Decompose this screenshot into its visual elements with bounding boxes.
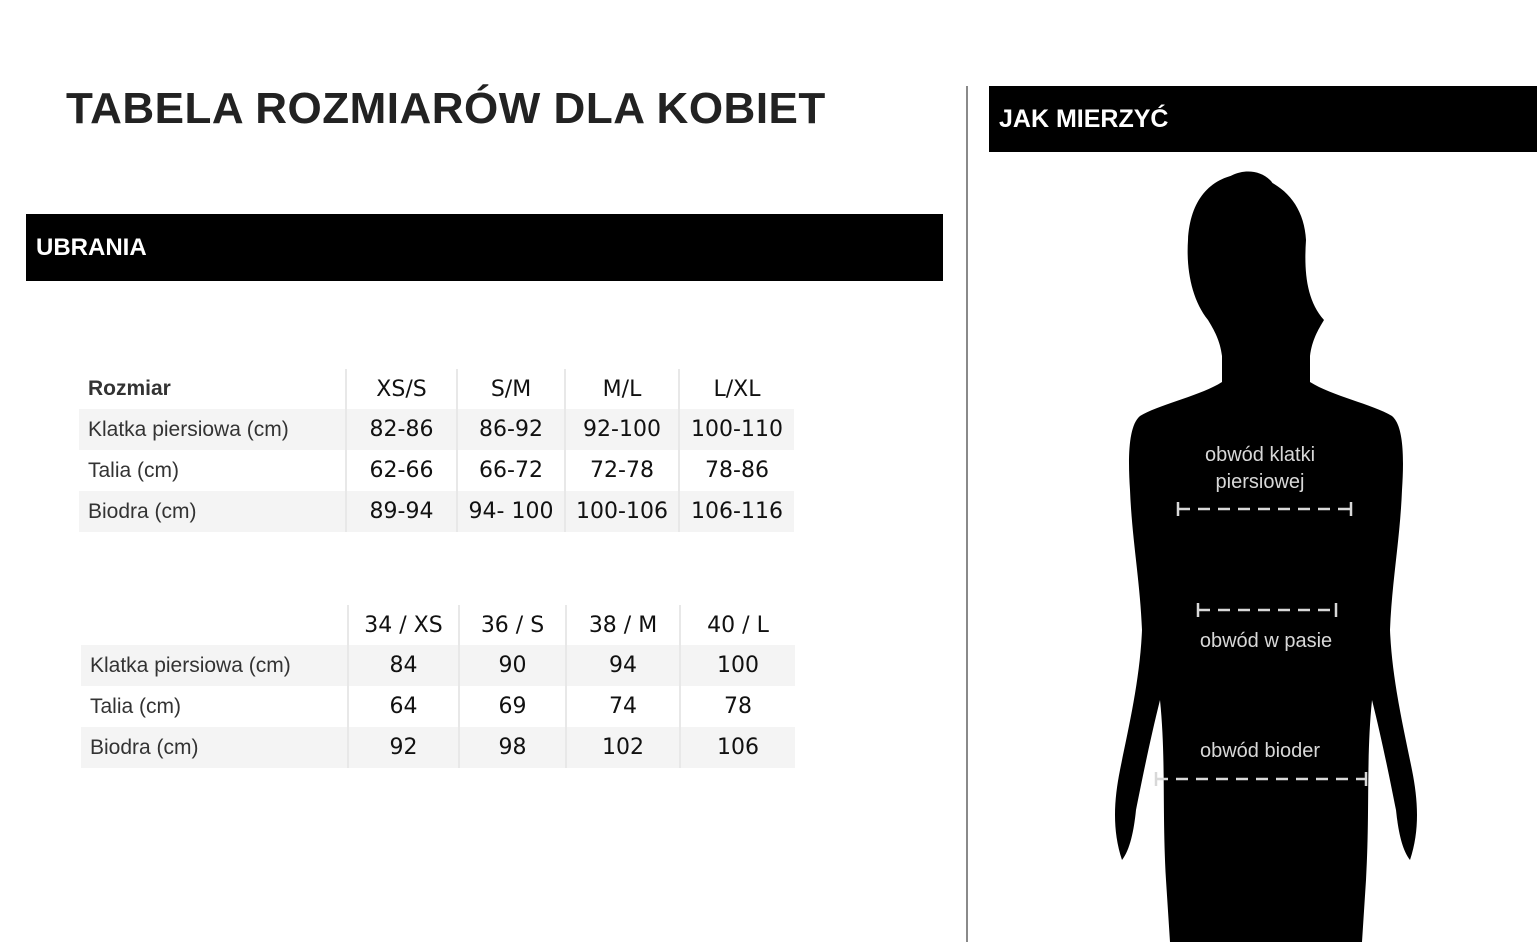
chest-label-line1: obwód klatki [1204, 444, 1316, 466]
table-cell: 106 [680, 727, 795, 768]
table-cell: 98 [459, 727, 566, 768]
size-table-exact [81, 605, 795, 768]
table-header-row [81, 605, 795, 645]
table-cell: 86-92 [457, 409, 565, 450]
table-cell: 69 [459, 686, 566, 727]
table-header-row [79, 369, 794, 409]
table-cell: 94- 100 [457, 491, 565, 532]
chest-label-line2: piersiowej [1215, 471, 1305, 493]
table-cell: 90 [459, 645, 566, 686]
table-cell: 106-116 [679, 491, 794, 532]
table-row [81, 645, 795, 686]
table-row [81, 727, 795, 768]
table-row [79, 491, 794, 532]
table-cell: 100-106 [565, 491, 679, 532]
table-cell: 94 [566, 645, 680, 686]
column-header: 34 / XS [348, 605, 459, 645]
table-row [81, 686, 795, 727]
body-silhouette [1080, 160, 1460, 942]
section-header-clothes-label: UBRANIA [36, 233, 147, 261]
row-label: Talia (cm) [88, 458, 180, 482]
table-cell: 66-72 [457, 450, 565, 491]
section-header-howto-label: JAK MIERZYĆ [999, 104, 1169, 133]
table-cell: 92 [348, 727, 459, 768]
table-cell: 62-66 [346, 450, 457, 491]
chest-label [1170, 442, 1350, 496]
section-header-howto [989, 86, 1537, 152]
table-row [79, 409, 794, 450]
column-header: XS/S [346, 369, 457, 409]
table-cell: 82-86 [346, 409, 457, 450]
table-cell: 84 [348, 645, 459, 686]
silhouette-svg [1080, 160, 1460, 942]
section-header-clothes [26, 214, 943, 281]
page-title: TABELA ROZMIARÓW DLA KOBIET [66, 84, 826, 133]
silhouette-shape [1115, 174, 1417, 942]
table-cell: 64 [348, 686, 459, 727]
size-header-label: Rozmiar [88, 377, 171, 400]
table-cell: 74 [566, 686, 680, 727]
table-cell: 78 [680, 686, 795, 727]
table-cell: 78-86 [679, 450, 794, 491]
size-table-ranges [79, 369, 794, 532]
row-label: Klatka piersiowa (cm) [81, 645, 348, 686]
table-cell: 89-94 [346, 491, 457, 532]
column-header: 40 / L [680, 605, 795, 645]
row-label: Talia (cm) [90, 694, 182, 718]
column-header: M/L [565, 369, 679, 409]
column-header: L/XL [679, 369, 794, 409]
row-label: Klatka piersiowa (cm) [79, 409, 346, 450]
vertical-divider [966, 86, 968, 942]
table-cell: 100 [680, 645, 795, 686]
column-header: S/M [457, 369, 565, 409]
row-label: Biodra (cm) [81, 727, 348, 768]
table-cell: 92-100 [565, 409, 679, 450]
column-header: 36 / S [459, 605, 566, 645]
waist-label: obwód w pasie [1199, 630, 1333, 652]
hips-label: obwód bioder [1199, 740, 1321, 762]
table-cell: 72-78 [565, 450, 679, 491]
table-row [79, 450, 794, 491]
size-header-label [81, 605, 348, 645]
table-cell: 100-110 [679, 409, 794, 450]
row-label: Biodra (cm) [79, 491, 346, 532]
table-cell: 102 [566, 727, 680, 768]
column-header: 38 / M [566, 605, 680, 645]
